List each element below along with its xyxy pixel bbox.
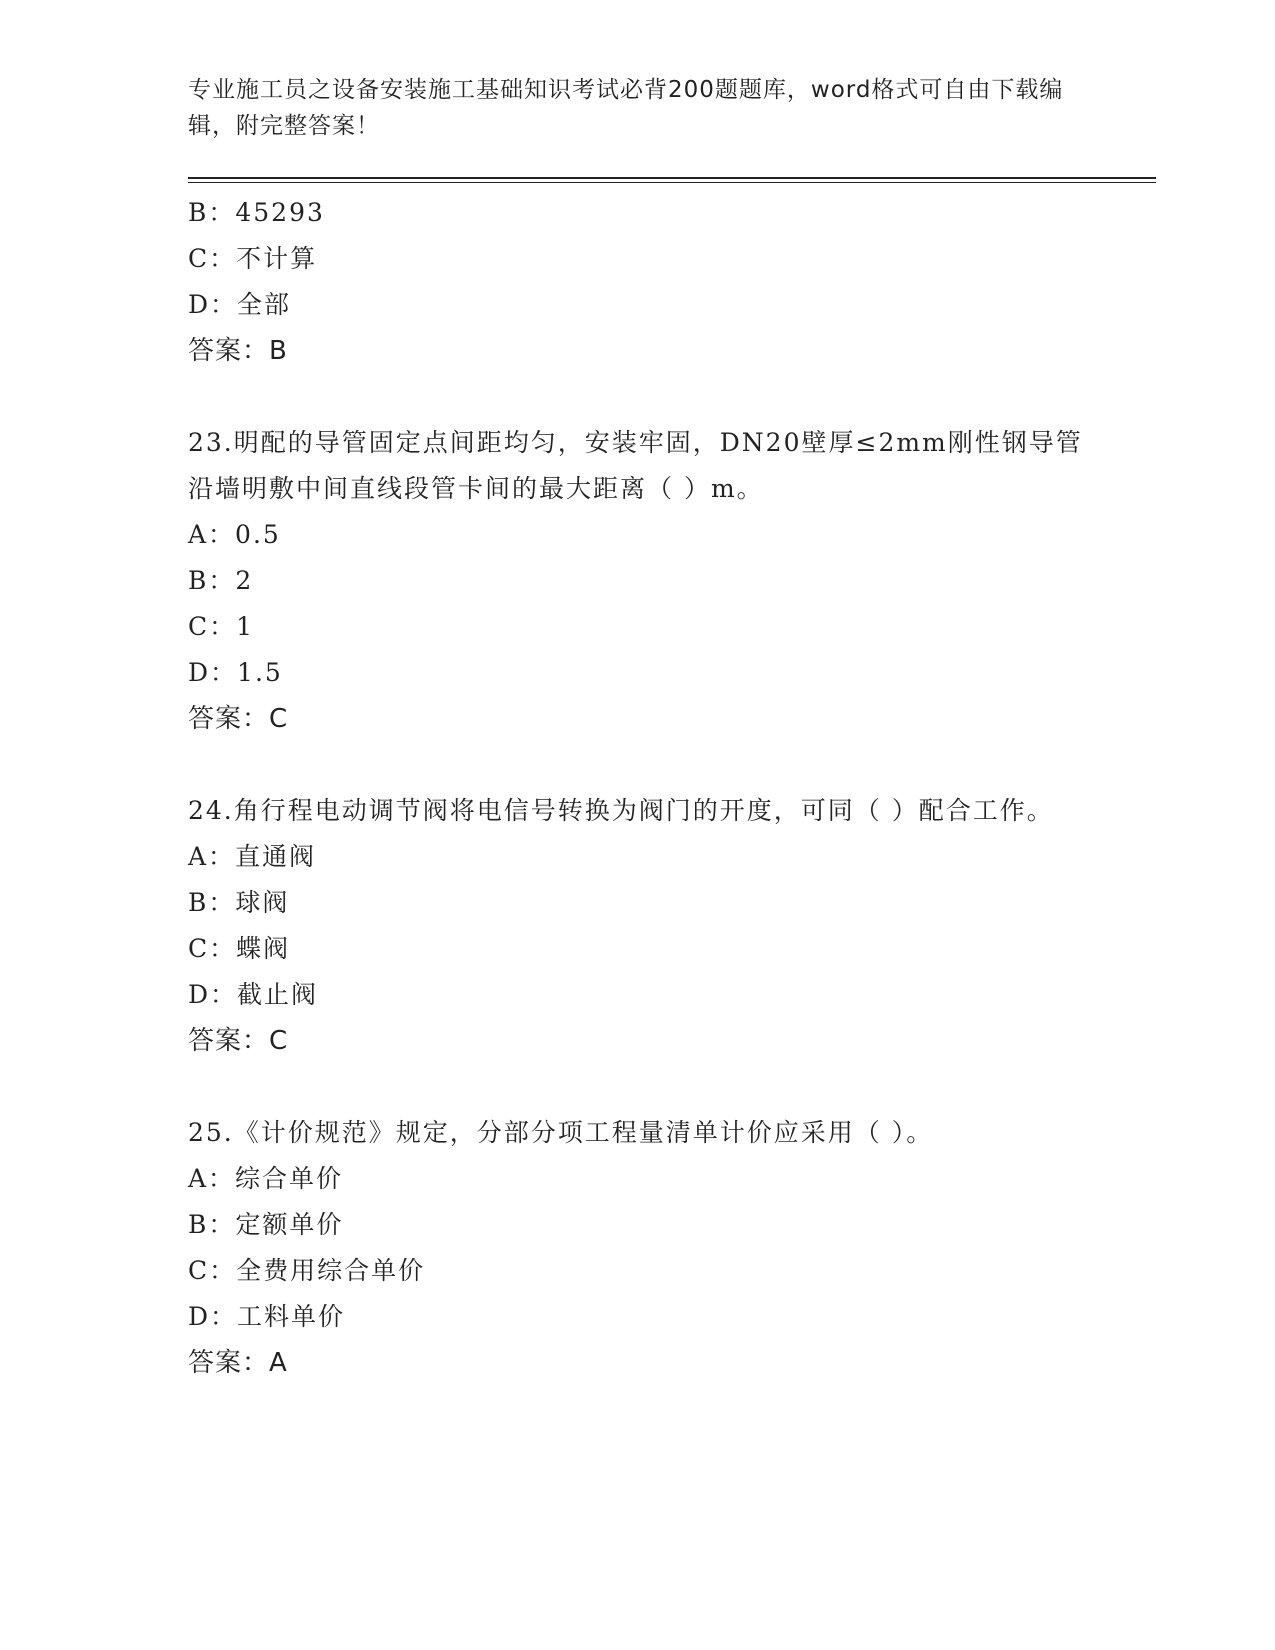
option-c: C：1: [188, 612, 255, 641]
answer-line: 答案：C: [188, 704, 289, 734]
question-text: 24.角行程电动调节阀将电信号转换为阀门的开度，可同（ ）配合工作。: [188, 796, 1054, 825]
option-d: D：截止阀: [188, 980, 319, 1009]
header-divider-thin: [188, 182, 1156, 183]
question-25: [188, 1110, 1088, 1386]
option-b: B：45293: [188, 198, 325, 227]
answer-line: 答案：A: [188, 1348, 288, 1378]
option-d: D：工料单价: [188, 1302, 346, 1331]
option-a: A：直通阀: [188, 842, 317, 871]
option-c: C：不计算: [188, 244, 318, 273]
answer-line: 答案：B: [188, 336, 288, 366]
option-b: B：2: [188, 566, 254, 595]
option-a: A：0.5: [188, 520, 281, 549]
document-header: 专业施工员之设备安装施工基础知识考试必背200题题库，word格式可自由下载编辑，附完整答案！: [188, 77, 1064, 139]
question-24: [188, 788, 1088, 1064]
option-b: B：定额单价: [188, 1210, 344, 1239]
question-fragment: [188, 190, 1088, 374]
question-23: [188, 420, 1088, 742]
option-d: D：全部: [188, 290, 292, 319]
option-c: C：蝶阀: [188, 934, 291, 963]
option-c: C：全费用综合单价: [188, 1256, 426, 1285]
question-text: 25.《计价规范》规定，分部分项工程量清单计价应采用（ ）。: [188, 1118, 934, 1147]
question-text: 23.明配的导管固定点间距均匀，安装牢固，DN20壁厚≤2mm刚性钢导管沿墙明敷中间直线段管卡间的最大距离（ ）m。: [188, 428, 1083, 503]
option-d: D：1.5: [188, 658, 283, 687]
header-divider: [188, 177, 1156, 179]
answer-line: 答案：C: [188, 1026, 289, 1056]
question-list: [188, 190, 1088, 1386]
option-b: B：球阀: [188, 888, 290, 917]
option-a: A：综合单价: [188, 1164, 344, 1193]
